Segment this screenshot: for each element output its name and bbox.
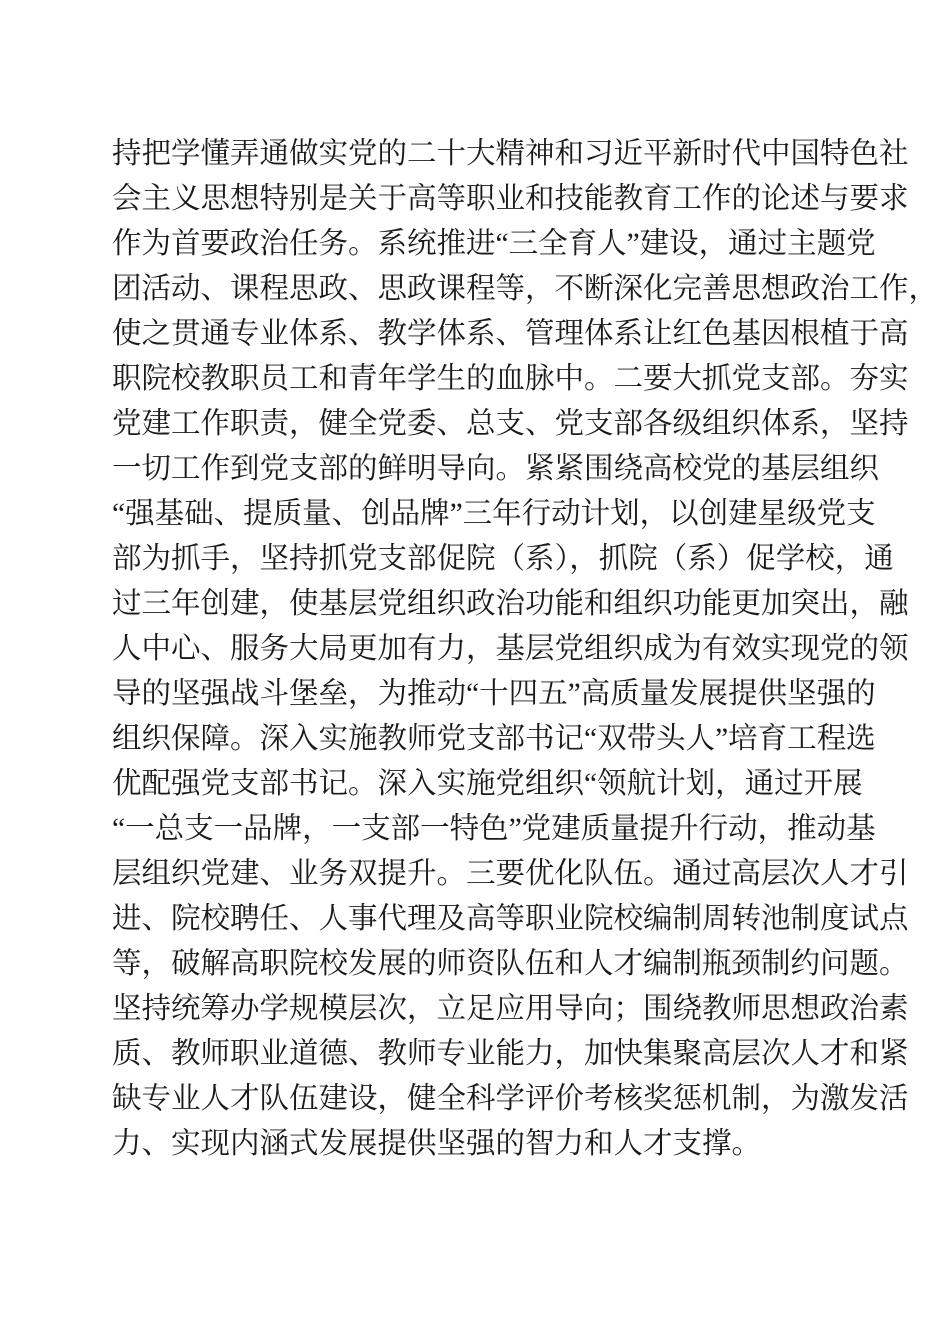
text-line-content: 团活动、课程思政、思政课程等，不断深化完善思想政治工作， [112,273,939,305]
text-line-content: 力、实现内涵式发展提供坚强的智力和人才支撑。 [112,1128,762,1160]
text-line-content: “一总支一品牌，一支部一特色”党建质量提升行动，推动基 [112,813,876,845]
text-line-content: 一切工作到党支部的鲜明导向。紧紧围绕高校党的基层组织 [112,453,880,485]
text-line [112,627,909,672]
text-line-content: 层组织党建、业务双提升。三要优化队伍。通过高层次人才引 [112,858,909,890]
document-body-text [112,132,939,1167]
text-line [112,807,876,852]
text-line-content: 进、院校聘任、人事代理及高等职业院校编制周转池制度试点 [112,903,909,935]
text-line [112,1122,839,1167]
text-line [112,357,909,402]
text-line [112,267,939,312]
text-line-content: 坚持统筹办学规模层次，立足应用导向；围绕教师思想政治素 [112,993,909,1025]
text-line-content: 会主义思想特别是关于高等职业和技能教育工作的论述与要求 [112,183,909,215]
text-line [112,492,876,537]
text-line [112,222,876,267]
text-line-content: 缺专业人才队伍建设，健全科学评价考核奖惩机制，为激发活 [112,1083,909,1115]
text-line-content: 部为抓手，坚持抓党支部促院（系），抓院（系）促学校，通 [112,543,894,575]
text-line-content: “强基础、提质量、创品牌”三年行动计划，以创建星级党支 [112,498,876,530]
text-line-content: 导的坚强战斗堡垒，为推动“十四五”高质量发展提供坚强的 [112,678,876,710]
text-line-content: 职院校教职员工和青年学生的血脉中。二要大抓党支部。夯实 [112,363,909,395]
text-line-content: 等，破解高职院校发展的师资队伍和人才编制瓶颈制约问题。 [112,948,909,980]
text-line [112,582,909,627]
text-line [112,987,909,1032]
text-line [112,942,909,987]
text-line [112,762,863,807]
text-line [112,537,894,582]
text-line-content: 组织保障。深入实施教师党支部书记“双带头人”培育工程选 [112,723,876,755]
text-line-content: 作为首要政治任务。系统推进“三全育人”建设，通过主题党 [112,228,876,260]
text-line [112,177,909,222]
text-line [112,447,880,492]
text-line-content: 使之贯通专业体系、教学体系、管理体系让红色基因根植于高 [112,318,909,350]
text-line [112,1032,909,1077]
text-line [112,402,909,447]
text-line [112,312,909,357]
text-line [112,852,909,897]
text-line [112,717,876,762]
text-line [112,672,876,717]
text-line [112,132,909,177]
text-line-content: 优配强党支部书记。深入实施党组织“领航计划，通过开展 [112,768,863,800]
text-line-content: 党建工作职责，健全党委、总支、党支部各级组织体系，坚持 [112,408,909,440]
text-line-content: 人中心、服务大局更加有力，基层党组织成为有效实现党的领 [112,633,909,665]
text-line-content: 质、教师职业道德、教师专业能力，加快集聚高层次人才和紧 [112,1038,909,1070]
text-line-content: 持把学懂弄通做实党的二十大精神和习近平新时代中国特色社 [112,138,909,170]
text-line [112,1077,909,1122]
text-line-content: 过三年创建，使基层党组织政治功能和组织功能更加突出，融 [112,588,909,620]
text-line [112,897,909,942]
